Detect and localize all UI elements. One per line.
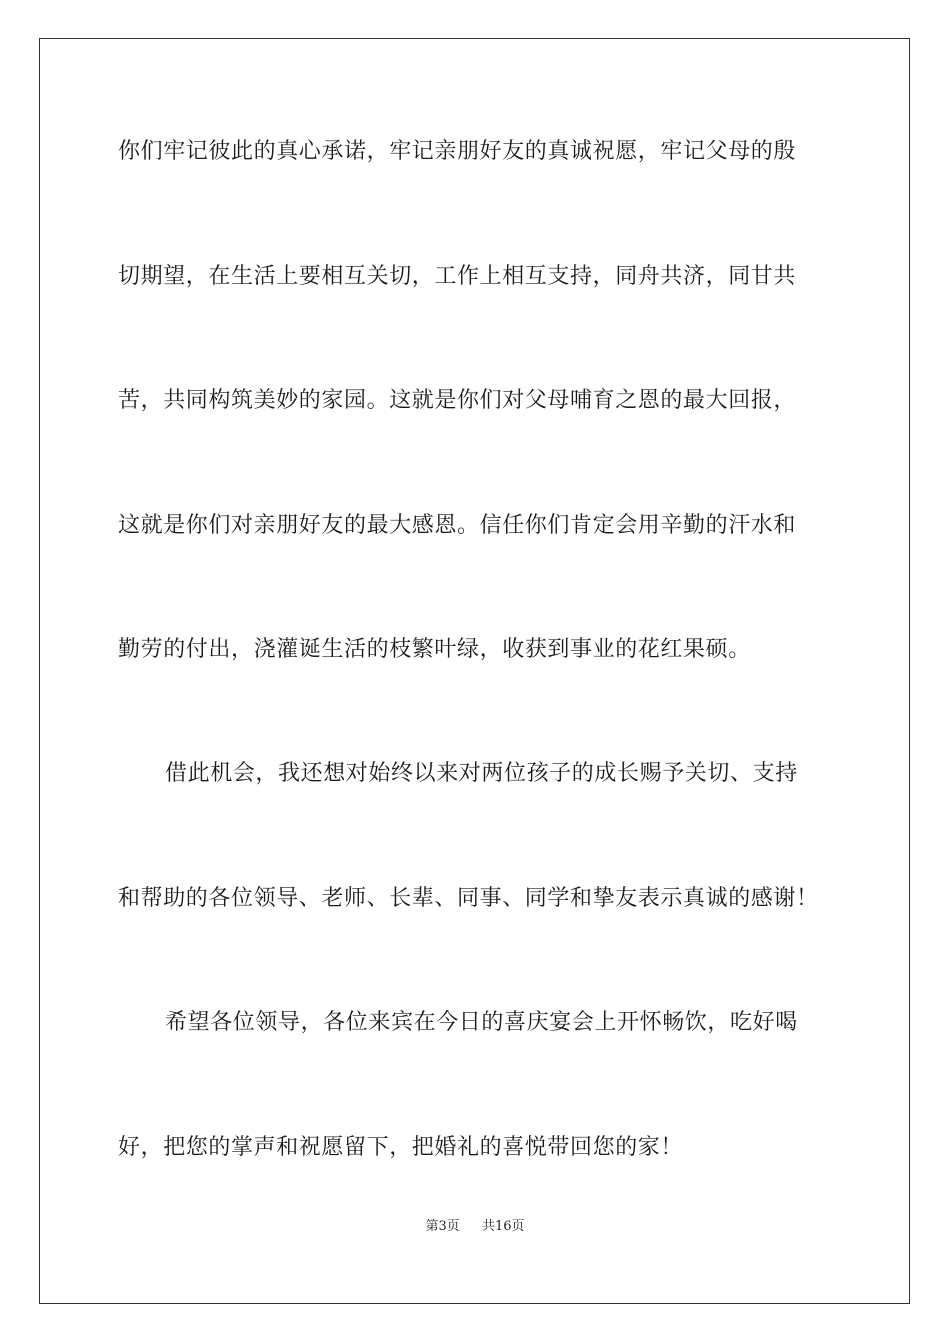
total-pages: 共16页 [482, 1219, 525, 1234]
page-frame [39, 38, 910, 1304]
paragraph-line: 切期望，在生活上要相互关切，工作上相互支持，同舟共济，同甘共 [118, 264, 797, 289]
paragraph-line: 好，把您的掌声和祝愿留下，把婚礼的喜悦带回您的家！ [118, 1135, 684, 1160]
paragraph-line: 和帮助的各位领导、老师、长辈、同事、同学和挚友表示真诚的感谢！ [118, 886, 819, 911]
paragraph-line: 希望各位领导，各位来宾在今日的喜庆宴会上开怀畅饮，吃好喝 [165, 1010, 798, 1035]
page-footer [0, 1218, 950, 1236]
paragraph-line: 你们牢记彼此的真心承诺，牢记亲朋好友的真诚祝愿，牢记父母的殷 [118, 139, 797, 164]
paragraph-line: 借此机会，我还想对始终以来对两位孩子的成长赐予关切、支持 [165, 761, 798, 786]
paragraph-line: 苦，共同构筑美妙的家园。这就是你们对父母哺育之恩的最大回报， [118, 388, 797, 413]
page-number: 第3页 [425, 1219, 460, 1234]
paragraph-line: 勤劳的付出，浇灌诞生活的枝繁叶绿，收获到事业的花红果硕。 [118, 637, 751, 662]
paragraph-line: 这就是你们对亲朋好友的最大感恩。信任你们肯定会用辛勤的汗水和 [118, 513, 797, 538]
